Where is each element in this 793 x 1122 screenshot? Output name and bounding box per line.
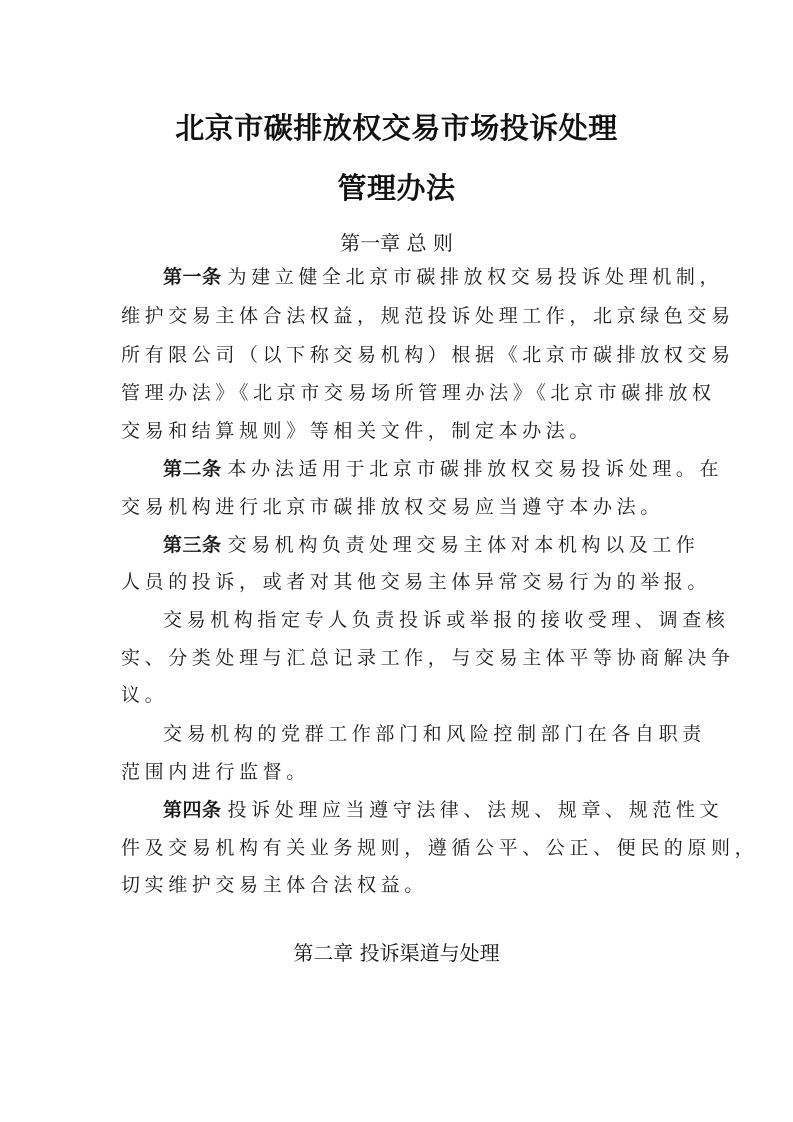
paragraph-3c-line-1: 交易机构的党群工作部门和风险控制部门在各自职责 (163, 723, 706, 745)
document-title-line-2: 管理办法 (337, 171, 456, 205)
paragraph-3b-line-3: 议。 (121, 684, 169, 706)
article-3-line-1 (163, 532, 723, 558)
article-1-line-1 (163, 264, 723, 290)
chapter-heading-1: 第一章 总 则 (340, 231, 453, 255)
chapter-heading-2: 第二章 投诉渠道与处理 (293, 941, 500, 965)
article-1-line-5: 交易和结算规则》等相关文件，制定本办法。 (121, 420, 594, 442)
paragraph-3b-line-2: 实、分类处理与汇总记录工作，与交易主体平等协商解决争 (121, 647, 735, 669)
paragraph-3c-line-2: 范围内进行监督。 (121, 761, 310, 783)
article-1-line-2: 维护交易主体合法权益，规范投诉处理工作，北京绿色交易 (121, 305, 735, 327)
article-label: 第三条 (163, 534, 222, 556)
article-label: 第二条 (163, 458, 222, 480)
document-title-line-1: 北京市碳排放权交易市场投诉处理 (175, 111, 618, 145)
article-4-line-2: 件及交易机构有关业务规则，遵循公平、公正、便民的原则， (121, 837, 759, 859)
article-3-line-2: 人员的投诉，或者对其他交易主体异常交易行为的举报。 (121, 571, 712, 593)
article-1-line-3: 所有限公司（以下称交易机构）根据《北京市碳排放权交易 (121, 344, 735, 366)
article-label: 第四条 (163, 799, 222, 821)
article-4-line-1 (163, 797, 723, 823)
article-text: 交易机构负责处理交易主体对本机构以及工作 (227, 534, 700, 556)
article-text: 为建立健全北京市碳排放权交易投诉处理机制， (227, 266, 724, 288)
article-4-line-3: 切实维护交易主体合法权益。 (121, 874, 428, 896)
article-1-line-4: 管理办法》《北京市交易场所管理办法》《北京市碳排放权 (121, 382, 716, 404)
paragraph-3b-line-1: 交易机构指定专人负责投诉或举报的接收受理、调查核 (163, 609, 730, 631)
article-text: 投诉处理应当遵守法律、法规、规章、规范性文 (227, 799, 724, 821)
article-label: 第一条 (163, 266, 222, 288)
article-2-line-1 (163, 456, 723, 482)
article-text: 本办法适用于北京市碳排放权交易投诉处理。在 (227, 458, 724, 480)
article-2-line-2: 交易机构进行北京市碳排放权交易应当遵守本办法。 (121, 496, 664, 518)
